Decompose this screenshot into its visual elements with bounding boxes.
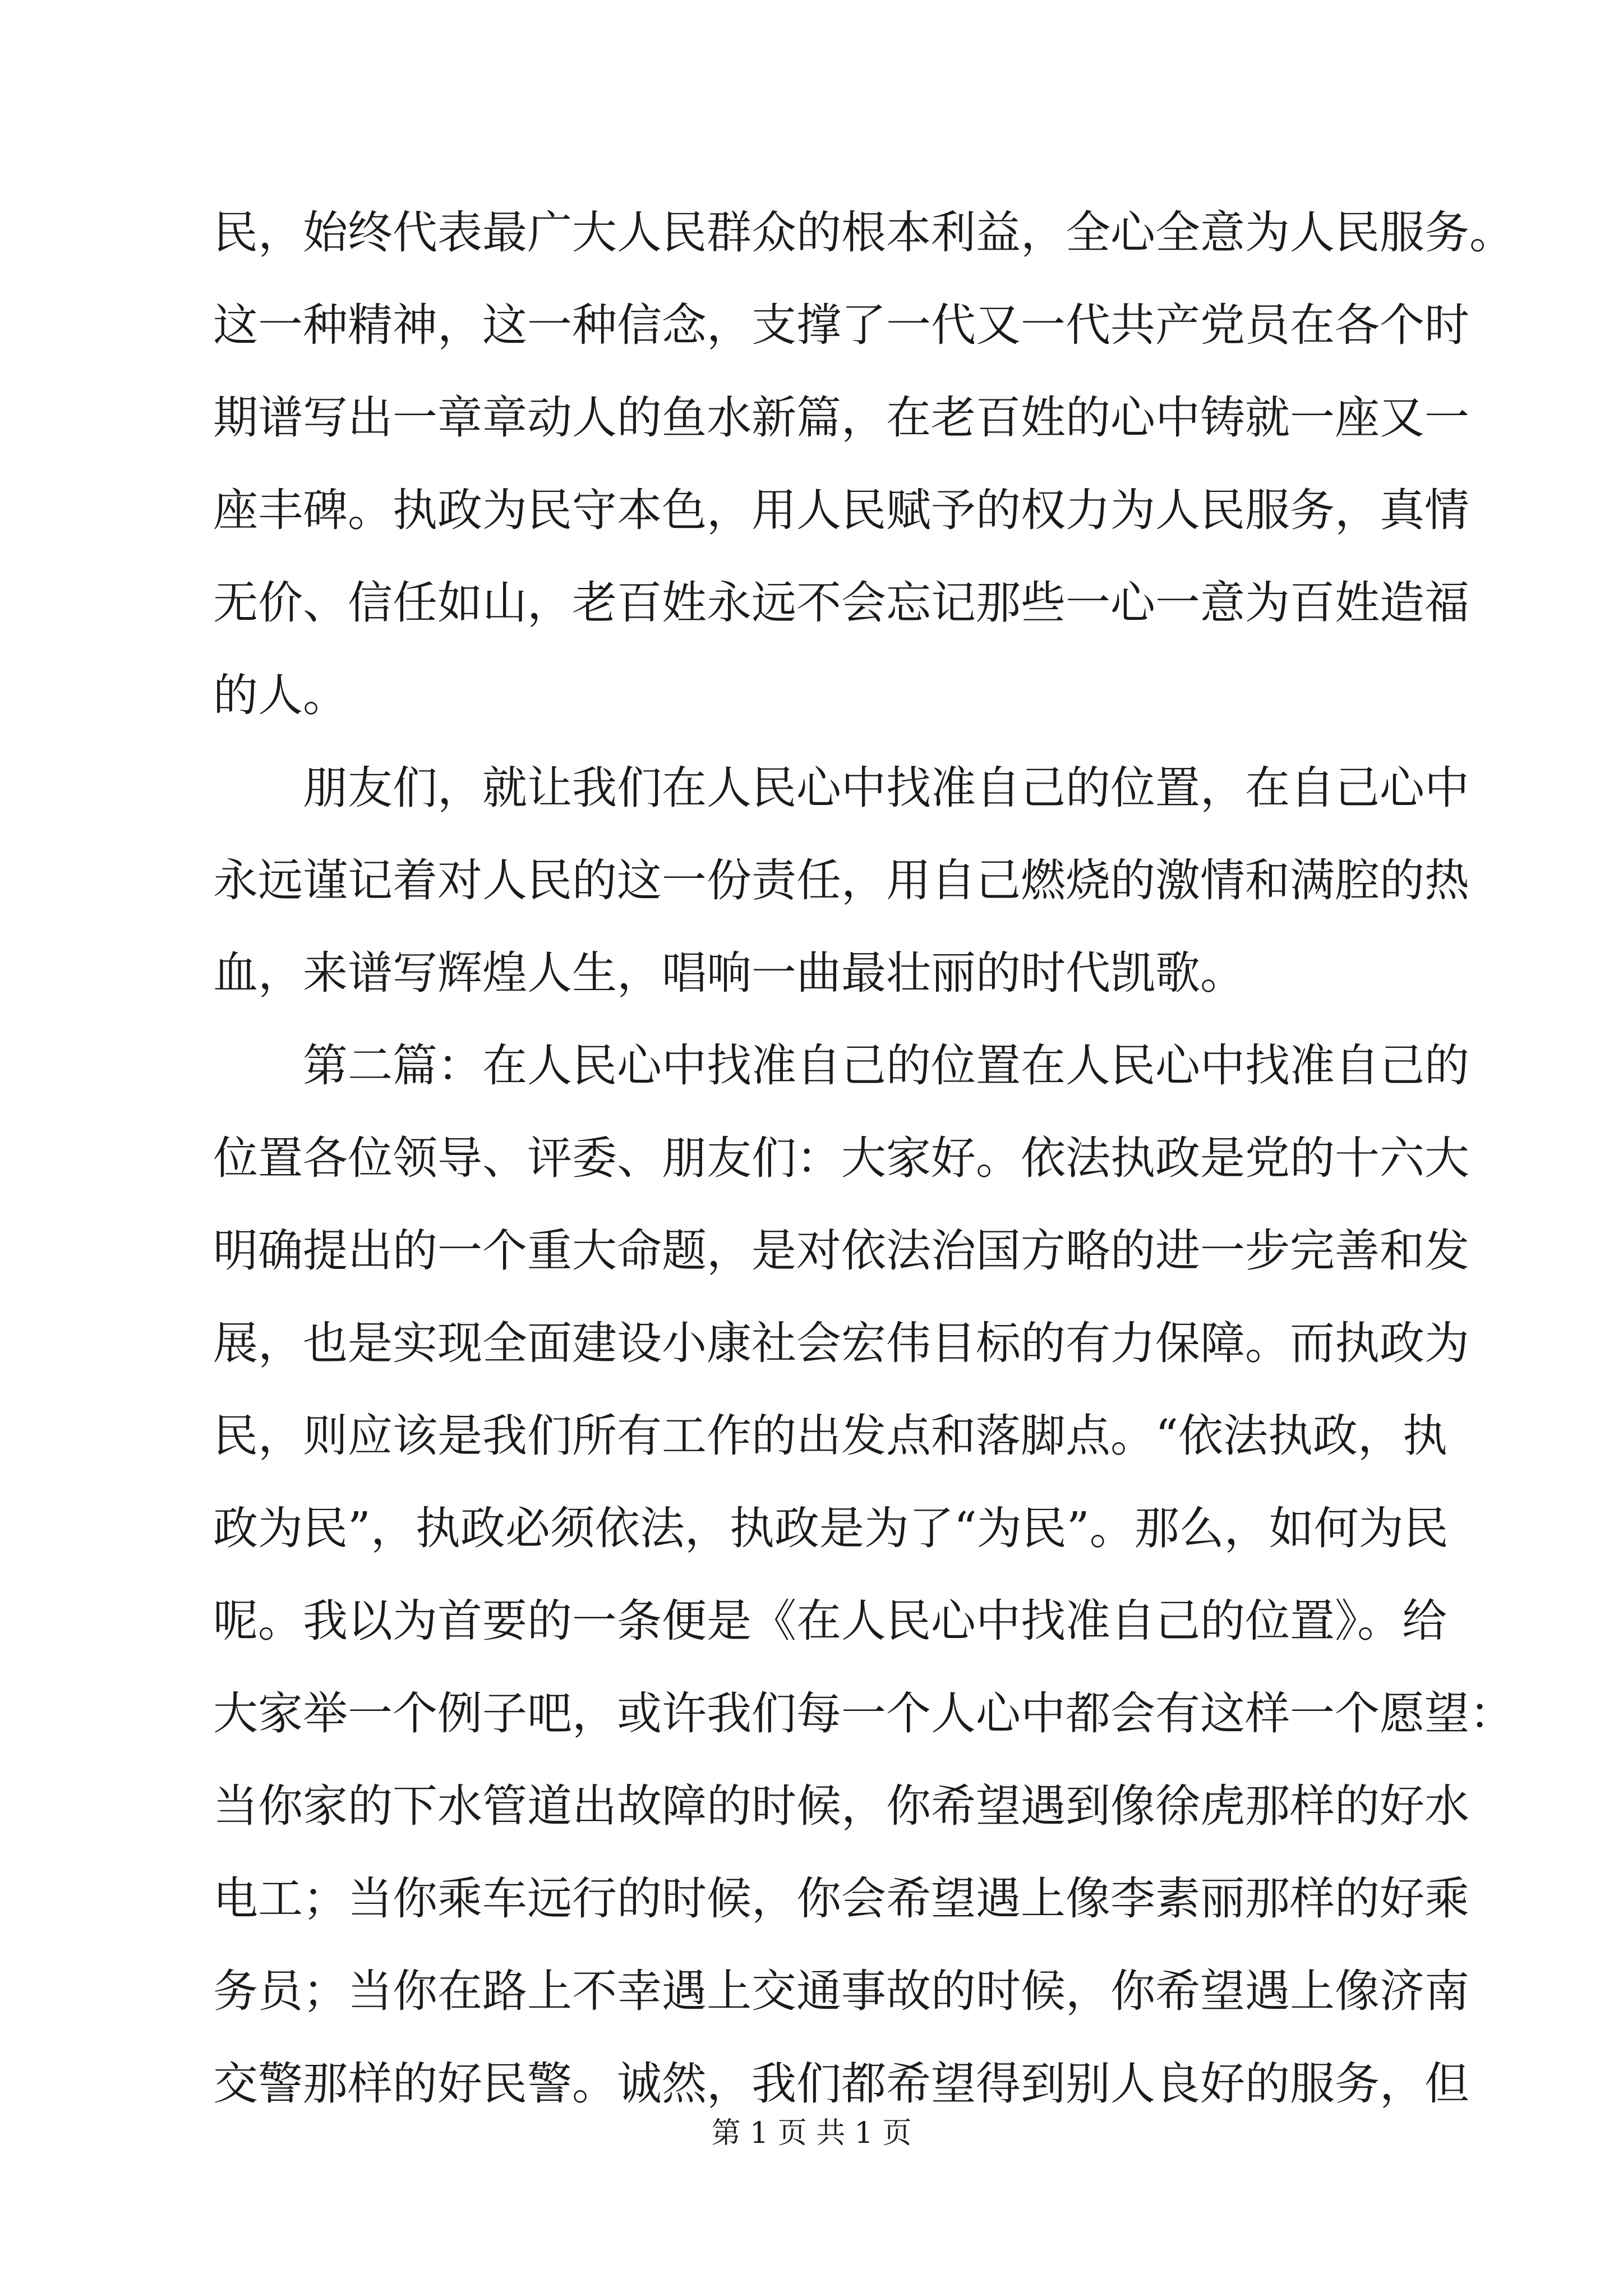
text-line: 当你家的下水管道出故障的时候，你希望遇到像徐虎那样的好水 <box>213 1780 1469 1832</box>
page-number-footer: 第 1 页 共 1 页 <box>711 2116 912 2150</box>
text-line: 朋友们，就让我们在人民心中找准自己的位置，在自己心中 <box>303 762 1469 814</box>
text-line: 交警那样的好民警。诚然，我们都希望得到别人良好的服务，但 <box>213 2058 1469 2110</box>
text-line: 无价、信任如山，老百姓永远不会忘记那些一心一意为百姓造福 <box>213 577 1469 629</box>
text-line: 第二篇：在人民心中找准自己的位置在人民心中找准自己的 <box>303 1039 1469 1092</box>
text-line: 电工；当你乘车远行的时候，你会希望遇上像李素丽那样的好乘 <box>213 1872 1469 1925</box>
text-line: 政为民”，执政必须依法，执政是为了“为民”。那么，如何为民 <box>213 1502 1449 1554</box>
text-line: 永远谨记着对人民的这一份责任，用自己燃烧的激情和满腔的热 <box>213 854 1469 907</box>
text-line: 期谱写出一章章动人的鱼水新篇，在老百姓的心中铸就一座又一 <box>213 392 1469 444</box>
text-line: 民，则应该是我们所有工作的出发点和落脚点。“依法执政，执 <box>213 1410 1447 1462</box>
text-line: 血，来谱写辉煌人生，唱响一曲最壮丽的时代凯歌。 <box>213 947 1245 999</box>
text-line: 呢。我以为首要的一条便是《在人民心中找准自己的位置》。给 <box>213 1595 1447 1647</box>
text-line: 这一种精神，这一种信念，支撑了一代又一代共产党员在各个时 <box>213 299 1469 351</box>
text-line: 明确提出的一个重大命题，是对依法治国方略的进一步完善和发 <box>213 1225 1469 1277</box>
text-line: 务员；当你在路上不幸遇上交通事故的时候，你希望遇上像济南 <box>213 1965 1469 2017</box>
text-line: 位置各位领导、评委、朋友们：大家好。依法执政是党的十六大 <box>213 1132 1469 1184</box>
text-line: 座丰碑。执政为民守本色，用人民赋予的权力为人民服务，真情 <box>213 484 1469 536</box>
text-line: 的人。 <box>213 669 348 721</box>
text-line: 民，始终代表最广大人民群众的根本利益，全心全意为人民服务。 <box>213 206 1514 259</box>
text-line: 大家举一个例子吧，或许我们每一个人心中都会有这样一个愿望： <box>213 1687 1514 1740</box>
text-line: 展，也是实现全面建设小康社会宏伟目标的有力保障。而执政为 <box>213 1317 1469 1369</box>
